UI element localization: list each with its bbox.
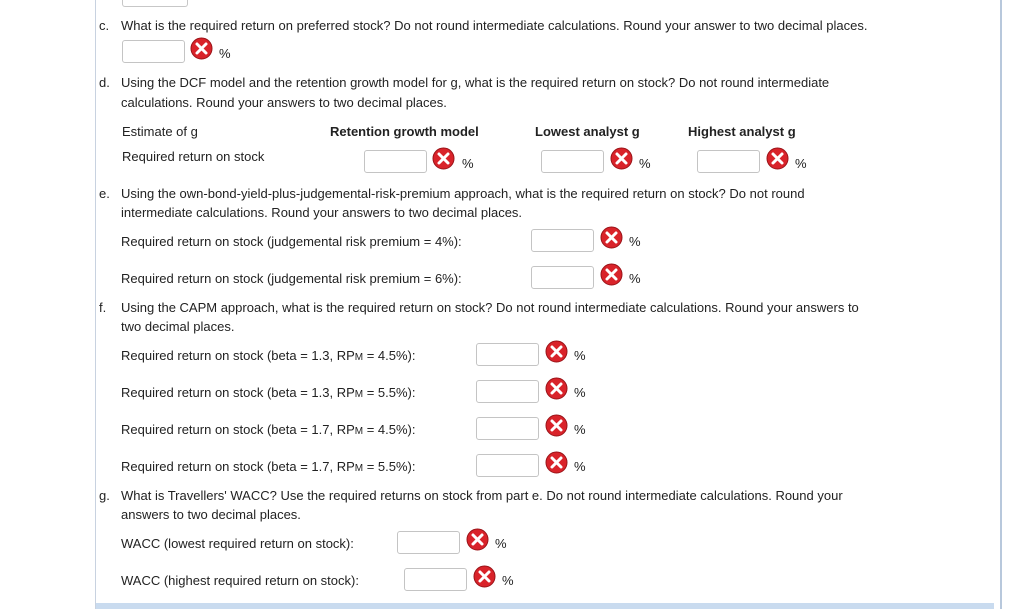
incorrect-x-icon (766, 147, 789, 170)
incorrect-x-icon (545, 451, 568, 474)
incorrect-x-icon (466, 528, 489, 551)
lowest-analyst-input[interactable] (541, 150, 604, 173)
capm-row-2-label (121, 384, 416, 403)
preferred-return-input[interactable] (122, 40, 185, 63)
part-d-question-line1: Using the DCF model and the retention growth model for g, what is the required return on stock? Do not round intermediate (121, 75, 830, 90)
part-c-letter: c. (99, 18, 110, 33)
capm-row-4-input[interactable] (476, 454, 539, 477)
wacc-lowest-input[interactable] (397, 531, 460, 554)
part-g-question-line1: What is Travellers' WACC? Use the required returns on stock from part e. Do not round intermediate calculations. Round your (121, 488, 843, 503)
required-return-row-label: Required return on stock (122, 149, 265, 164)
content-right-border (1000, 0, 1002, 609)
incorrect-x-icon (610, 147, 633, 170)
capm-row-4-label (121, 458, 416, 477)
wacc-highest-label: WACC (highest required return on stock): (121, 573, 359, 588)
estimate-of-g-label: Estimate of g (122, 124, 198, 139)
part-g-letter: g. (99, 488, 110, 503)
risk-premium-4-input[interactable] (531, 229, 594, 252)
highest-analyst-input[interactable] (697, 150, 760, 173)
percent-unit: % (574, 422, 586, 437)
percent-unit: % (629, 271, 641, 286)
percent-unit: % (219, 46, 231, 61)
percent-unit: % (629, 234, 641, 249)
part-f-letter: f. (99, 300, 107, 315)
section-bottom-bar (96, 603, 994, 609)
retention-growth-input[interactable] (364, 150, 427, 173)
capm-label-text: Required return on stock (beta = 1.7, RP (121, 422, 355, 437)
part-d-question-line2: calculations. Round your answers to two decimal places. (121, 95, 447, 110)
incorrect-x-icon (473, 565, 496, 588)
capm-row-2-input[interactable] (476, 380, 539, 403)
capm-label-subscript: M (354, 389, 364, 400)
incorrect-x-icon (600, 226, 623, 249)
percent-unit: % (574, 348, 586, 363)
capm-row-1-label (121, 347, 416, 366)
column-header-lowest: Lowest analyst g (535, 124, 640, 139)
capm-label-subscript: M (354, 426, 364, 437)
incorrect-x-icon (432, 147, 455, 170)
capm-label-text: Required return on stock (beta = 1.3, RP (121, 385, 355, 400)
capm-label-subscript: M (354, 352, 364, 363)
capm-row-3-input[interactable] (476, 417, 539, 440)
content-left-border (95, 0, 96, 609)
percent-unit: % (574, 385, 586, 400)
capm-label-text: = 5.5%): (363, 385, 416, 400)
part-f-question-line1: Using the CAPM approach, what is the required return on stock? Do not round intermediate calculations. Round your answers to (121, 300, 859, 315)
percent-unit: % (462, 156, 474, 171)
wacc-highest-input[interactable] (404, 568, 467, 591)
incorrect-x-icon (545, 340, 568, 363)
percent-unit: % (495, 536, 507, 551)
incorrect-x-icon (545, 414, 568, 437)
incorrect-x-icon (600, 263, 623, 286)
previous-answer-field[interactable] (122, 0, 188, 7)
percent-unit: % (574, 459, 586, 474)
part-e-letter: e. (99, 186, 110, 201)
capm-label-text: Required return on stock (beta = 1.3, RP (121, 348, 355, 363)
capm-label-text: = 4.5%): (363, 422, 416, 437)
capm-label-text: = 5.5%): (363, 459, 416, 474)
part-f-question-line2: two decimal places. (121, 319, 235, 334)
percent-unit: % (795, 156, 807, 171)
percent-unit: % (502, 573, 514, 588)
part-g-question-line2: answers to two decimal places. (121, 507, 301, 522)
capm-label-text: Required return on stock (beta = 1.7, RP (121, 459, 355, 474)
capm-label-subscript: M (354, 463, 364, 474)
part-e-question-line1: Using the own-bond-yield-plus-judgemental-risk-premium approach, what is the required return on stock? Do not round (121, 186, 805, 201)
column-header-retention: Retention growth model (330, 124, 479, 139)
incorrect-x-icon (190, 37, 213, 60)
capm-row-3-label (121, 421, 416, 440)
risk-premium-6-input[interactable] (531, 266, 594, 289)
risk-premium-6-label: Required return on stock (judgemental risk premium = 6%): (121, 271, 462, 286)
part-e-question-line2: intermediate calculations. Round your answers to two decimal places. (121, 205, 523, 220)
percent-unit: % (639, 156, 651, 171)
wacc-lowest-label: WACC (lowest required return on stock): (121, 536, 354, 551)
capm-label-text: = 4.5%): (363, 348, 416, 363)
part-c-question: What is the required return on preferred stock? Do not round intermediate calculations. Round your answer to two decimal places. (121, 18, 868, 33)
part-d-letter: d. (99, 75, 110, 90)
risk-premium-4-label: Required return on stock (judgemental risk premium = 4%): (121, 234, 462, 249)
incorrect-x-icon (545, 377, 568, 400)
column-header-highest: Highest analyst g (688, 124, 796, 139)
capm-row-1-input[interactable] (476, 343, 539, 366)
